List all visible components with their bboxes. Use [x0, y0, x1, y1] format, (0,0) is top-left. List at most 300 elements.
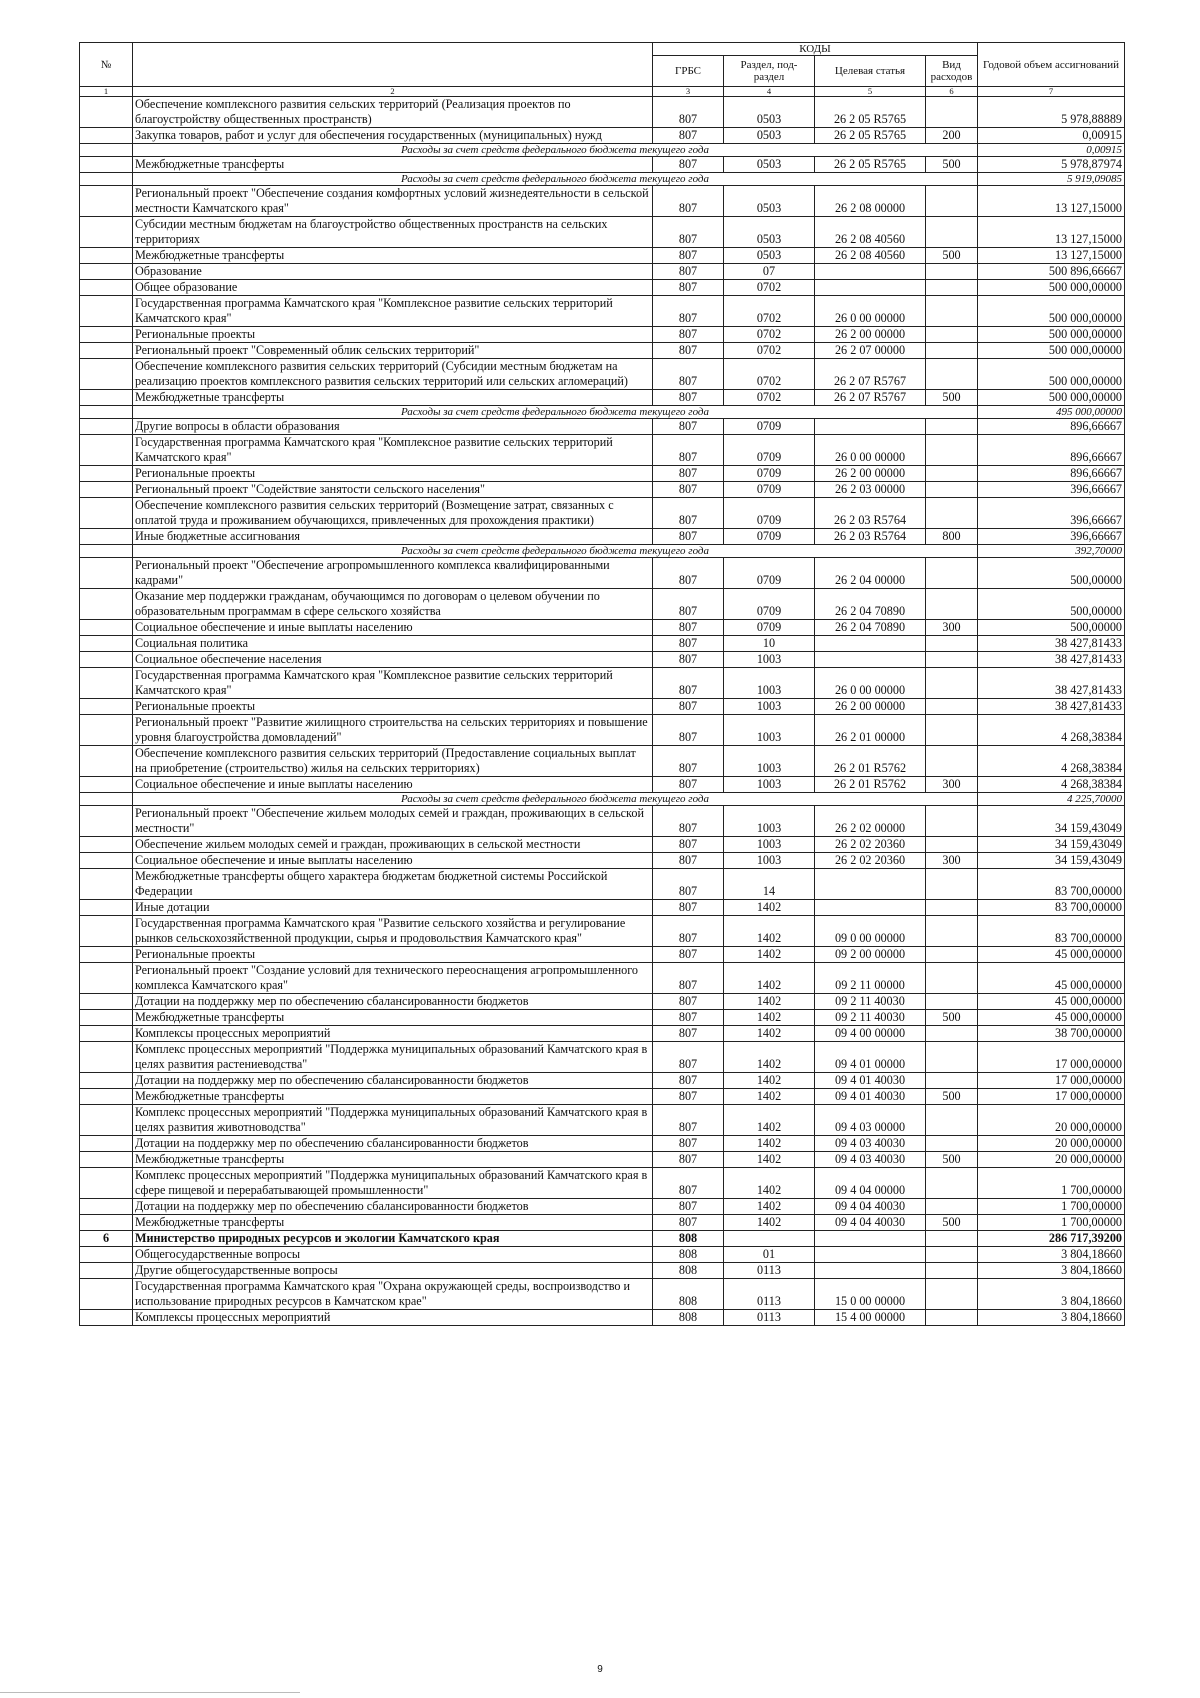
row-value: 896,66667	[978, 435, 1125, 466]
row-value: 1 700,00000	[978, 1168, 1125, 1199]
header-annual: Годовой объем ассигнований	[978, 43, 1125, 87]
row-vid	[926, 1199, 978, 1215]
row-grbs: 807	[653, 1026, 724, 1042]
row-value: 500 000,00000	[978, 280, 1125, 296]
row-razdel: 1003	[724, 652, 815, 668]
row-target: 26 2 04 00000	[815, 558, 926, 589]
row-vid	[926, 1310, 978, 1326]
row-vid: 500	[926, 1215, 978, 1231]
column-index: 6	[926, 87, 978, 97]
row-grbs: 808	[653, 1310, 724, 1326]
row-name: Социальная политика	[133, 636, 653, 652]
row-name: Региональный проект "Обеспечение жильем молодых семей и граждан, проживающих в сельской местности"	[133, 806, 653, 837]
row-grbs: 807	[653, 558, 724, 589]
table-row	[80, 947, 1125, 963]
row-grbs: 807	[653, 498, 724, 529]
row-value: 45 000,00000	[978, 1010, 1125, 1026]
header-target: Целевая статья	[815, 56, 926, 87]
row-number	[80, 1263, 133, 1279]
row-target: 26 2 04 70890	[815, 620, 926, 636]
row-razdel: 0503	[724, 217, 815, 248]
row-razdel: 1003	[724, 715, 815, 746]
row-number	[80, 545, 133, 558]
row-value: 17 000,00000	[978, 1042, 1125, 1073]
row-grbs: 807	[653, 806, 724, 837]
row-number	[80, 947, 133, 963]
row-value: 4 268,38384	[978, 715, 1125, 746]
row-name: Обеспечение комплексного развития сельских территорий (Субсидии местным бюджетам на реализацию проектов комплексного развития сельских территорий или сельских агломераций)	[133, 359, 653, 390]
row-value: 4 268,38384	[978, 746, 1125, 777]
federal-funding-note-row	[80, 406, 1125, 419]
row-grbs: 807	[653, 652, 724, 668]
row-grbs: 807	[653, 620, 724, 636]
header-name	[133, 43, 653, 87]
row-razdel: 0709	[724, 466, 815, 482]
row-name: Расходы за счет средств федерального бюджета текущего года	[133, 173, 978, 186]
row-number	[80, 1105, 133, 1136]
row-name: Дотации на поддержку мер по обеспечению сбалансированности бюджетов	[133, 994, 653, 1010]
table-row	[80, 466, 1125, 482]
row-name: Государственная программа Камчатского края "Комплексное развитие сельских территорий Камчатского края"	[133, 296, 653, 327]
row-value: 34 159,43049	[978, 853, 1125, 869]
table-row	[80, 1026, 1125, 1042]
row-name: Региональный проект "Содействие занятости сельского населения"	[133, 482, 653, 498]
row-razdel: 1402	[724, 1105, 815, 1136]
table-row	[80, 435, 1125, 466]
row-target: 26 2 02 20360	[815, 837, 926, 853]
row-name: Государственная программа Камчатского края "Охрана окружающей среды, воспроизводство и использование природных ресурсов в Камчатском крае"	[133, 1279, 653, 1310]
row-razdel: 1402	[724, 1042, 815, 1073]
row-vid	[926, 498, 978, 529]
row-value: 3 804,18660	[978, 1263, 1125, 1279]
row-razdel: 0709	[724, 498, 815, 529]
row-razdel: 1003	[724, 668, 815, 699]
row-razdel: 1402	[724, 947, 815, 963]
row-razdel: 1402	[724, 1152, 815, 1168]
row-name: Общегосударственные вопросы	[133, 1247, 653, 1263]
row-razdel: 0113	[724, 1279, 815, 1310]
row-razdel: 0702	[724, 390, 815, 406]
row-name: Межбюджетные трансферты	[133, 1010, 653, 1026]
row-grbs: 808	[653, 1231, 724, 1247]
row-razdel: 0702	[724, 343, 815, 359]
row-vid	[926, 435, 978, 466]
row-target: 26 2 07 R5767	[815, 390, 926, 406]
table-row	[80, 1105, 1125, 1136]
table-row	[80, 248, 1125, 264]
row-grbs: 807	[653, 837, 724, 853]
row-grbs: 807	[653, 589, 724, 620]
table-row	[80, 900, 1125, 916]
row-name: Комплекс процессных мероприятий "Поддержка муниципальных образований Камчатского края в целях развития животноводства"	[133, 1105, 653, 1136]
row-vid: 500	[926, 1152, 978, 1168]
table-row	[80, 668, 1125, 699]
row-number	[80, 144, 133, 157]
row-razdel: 1402	[724, 1089, 815, 1105]
row-target: 26 2 07 00000	[815, 343, 926, 359]
row-name: Региональные проекты	[133, 947, 653, 963]
row-grbs: 807	[653, 296, 724, 327]
row-number	[80, 746, 133, 777]
row-number	[80, 97, 133, 128]
row-vid	[926, 715, 978, 746]
header-grbs: ГРБС	[653, 56, 724, 87]
federal-funding-note-row	[80, 144, 1125, 157]
table-row	[80, 296, 1125, 327]
table-row	[80, 1089, 1125, 1105]
row-number	[80, 994, 133, 1010]
row-razdel: 1003	[724, 746, 815, 777]
row-number	[80, 466, 133, 482]
row-name: Комплекс процессных мероприятий "Поддержка муниципальных образований Камчатского края в целях развития растениеводства"	[133, 1042, 653, 1073]
row-target: 26 2 03 R5764	[815, 529, 926, 545]
column-index: 4	[724, 87, 815, 97]
row-grbs: 807	[653, 343, 724, 359]
row-value: 34 159,43049	[978, 837, 1125, 853]
row-target: 26 2 01 00000	[815, 715, 926, 746]
row-target	[815, 280, 926, 296]
row-target	[815, 900, 926, 916]
row-razdel: 1402	[724, 963, 815, 994]
row-value: 38 427,81433	[978, 636, 1125, 652]
row-value: 20 000,00000	[978, 1152, 1125, 1168]
row-razdel: 1003	[724, 806, 815, 837]
row-value: 500 000,00000	[978, 390, 1125, 406]
row-vid: 500	[926, 390, 978, 406]
row-number	[80, 589, 133, 620]
row-value: 396,66667	[978, 529, 1125, 545]
row-name: Общее образование	[133, 280, 653, 296]
row-grbs: 807	[653, 715, 724, 746]
row-vid: 200	[926, 128, 978, 144]
row-number	[80, 853, 133, 869]
row-grbs: 807	[653, 248, 724, 264]
table-row	[80, 558, 1125, 589]
row-number	[80, 217, 133, 248]
row-name: Обеспечение комплексного развития сельских территорий (Реализация проектов по благоустройству общественных пространств)	[133, 97, 653, 128]
row-number	[80, 652, 133, 668]
row-value: 392,70000	[978, 545, 1125, 558]
row-number	[80, 419, 133, 435]
row-vid	[926, 327, 978, 343]
table-row	[80, 994, 1125, 1010]
row-number	[80, 157, 133, 173]
row-razdel: 1402	[724, 1168, 815, 1199]
table-row	[80, 837, 1125, 853]
table-row	[80, 217, 1125, 248]
row-grbs: 807	[653, 466, 724, 482]
row-target: 26 2 03 R5764	[815, 498, 926, 529]
row-target: 26 2 01 R5762	[815, 777, 926, 793]
table-row	[80, 699, 1125, 715]
row-value: 38 427,81433	[978, 668, 1125, 699]
table-row	[80, 1310, 1125, 1326]
row-value: 83 700,00000	[978, 869, 1125, 900]
row-value: 1 700,00000	[978, 1215, 1125, 1231]
column-index: 7	[978, 87, 1125, 97]
row-razdel: 1402	[724, 900, 815, 916]
row-number	[80, 1310, 133, 1326]
row-name: Дотации на поддержку мер по обеспечению сбалансированности бюджетов	[133, 1136, 653, 1152]
row-grbs: 807	[653, 217, 724, 248]
row-value: 17 000,00000	[978, 1073, 1125, 1089]
row-vid	[926, 916, 978, 947]
row-target: 09 4 04 40030	[815, 1199, 926, 1215]
row-value: 4 225,70000	[978, 793, 1125, 806]
row-razdel: 0503	[724, 157, 815, 173]
row-number	[80, 435, 133, 466]
header-razdel: Раздел, под-раздел	[724, 56, 815, 87]
table-row	[80, 589, 1125, 620]
row-vid	[926, 947, 978, 963]
table-row	[80, 1168, 1125, 1199]
row-name: Расходы за счет средств федерального бюджета текущего года	[133, 545, 978, 558]
footer-rule	[0, 1692, 300, 1693]
row-grbs: 807	[653, 963, 724, 994]
row-vid: 800	[926, 529, 978, 545]
row-value: 5 978,88889	[978, 97, 1125, 128]
row-target: 26 2 05 R5765	[815, 157, 926, 173]
row-value: 34 159,43049	[978, 806, 1125, 837]
row-razdel: 0503	[724, 97, 815, 128]
table-row	[80, 529, 1125, 545]
row-vid	[926, 652, 978, 668]
row-razdel: 1402	[724, 1136, 815, 1152]
row-grbs: 807	[653, 1010, 724, 1026]
row-vid: 500	[926, 157, 978, 173]
row-vid	[926, 419, 978, 435]
row-name: Межбюджетные трансферты общего характера бюджетам бюджетной системы Российской Федерации	[133, 869, 653, 900]
row-vid	[926, 994, 978, 1010]
row-razdel: 1003	[724, 837, 815, 853]
row-target: 26 2 00 00000	[815, 466, 926, 482]
row-vid	[926, 837, 978, 853]
table-row	[80, 264, 1125, 280]
table-row	[80, 1215, 1125, 1231]
row-razdel: 0503	[724, 248, 815, 264]
row-vid	[926, 97, 978, 128]
budget-table	[79, 42, 1125, 1326]
row-name: Региональный проект "Создание условий для технического переоснащения агропромышленного комплекса Камчатского края"	[133, 963, 653, 994]
row-vid: 300	[926, 777, 978, 793]
row-razdel: 1003	[724, 853, 815, 869]
row-number: 6	[80, 1231, 133, 1247]
row-name: Иные бюджетные ассигнования	[133, 529, 653, 545]
column-index-row	[80, 87, 1125, 97]
table-row	[80, 1152, 1125, 1168]
row-number	[80, 869, 133, 900]
row-value: 83 700,00000	[978, 916, 1125, 947]
row-vid	[926, 1073, 978, 1089]
table-row	[80, 280, 1125, 296]
row-target: 26 2 08 40560	[815, 217, 926, 248]
row-grbs: 807	[653, 128, 724, 144]
header-codes: КОДЫ	[653, 43, 978, 56]
row-vid	[926, 869, 978, 900]
row-target: 26 2 05 R5765	[815, 97, 926, 128]
row-target	[815, 1263, 926, 1279]
row-razdel: 1003	[724, 699, 815, 715]
row-grbs: 807	[653, 916, 724, 947]
table-row	[80, 390, 1125, 406]
table-row	[80, 1010, 1125, 1026]
row-target: 09 2 11 40030	[815, 1010, 926, 1026]
row-number	[80, 793, 133, 806]
row-number	[80, 620, 133, 636]
row-grbs: 807	[653, 327, 724, 343]
row-grbs: 807	[653, 1152, 724, 1168]
row-name: Межбюджетные трансферты	[133, 1215, 653, 1231]
row-target	[815, 1247, 926, 1263]
row-name: Комплексы процессных мероприятий	[133, 1026, 653, 1042]
row-vid	[926, 482, 978, 498]
table-row	[80, 652, 1125, 668]
table-row	[80, 343, 1125, 359]
row-razdel: 1402	[724, 1199, 815, 1215]
row-name: Социальное обеспечение и иные выплаты населению	[133, 777, 653, 793]
header-vid: Вид расходов	[926, 56, 978, 87]
row-razdel: 10	[724, 636, 815, 652]
row-razdel: 1402	[724, 994, 815, 1010]
row-vid	[926, 1136, 978, 1152]
row-target	[815, 652, 926, 668]
row-vid	[926, 558, 978, 589]
row-number	[80, 558, 133, 589]
table-row	[80, 963, 1125, 994]
table-row	[80, 482, 1125, 498]
row-name: Государственная программа Камчатского края "Развитие сельского хозяйства и регулирование рынков сельскохозяйственной продукции, сырья и продовольствия Камчатского края"	[133, 916, 653, 947]
row-number	[80, 498, 133, 529]
row-vid	[926, 1279, 978, 1310]
row-target: 09 4 03 00000	[815, 1105, 926, 1136]
table-row	[80, 128, 1125, 144]
row-number	[80, 1199, 133, 1215]
row-razdel: 0709	[724, 529, 815, 545]
row-razdel: 07	[724, 264, 815, 280]
row-vid	[926, 296, 978, 327]
row-value: 20 000,00000	[978, 1136, 1125, 1152]
row-razdel: 1402	[724, 1010, 815, 1026]
row-razdel: 0702	[724, 296, 815, 327]
table-row	[80, 1199, 1125, 1215]
table-row	[80, 746, 1125, 777]
row-number	[80, 296, 133, 327]
table-row	[80, 620, 1125, 636]
row-target: 09 2 11 00000	[815, 963, 926, 994]
row-value: 3 804,18660	[978, 1310, 1125, 1326]
row-target: 09 4 01 00000	[815, 1042, 926, 1073]
row-vid	[926, 589, 978, 620]
row-target: 15 4 00 00000	[815, 1310, 926, 1326]
row-value: 3 804,18660	[978, 1279, 1125, 1310]
table-row	[80, 853, 1125, 869]
header-row-1	[80, 43, 1125, 56]
row-target: 09 4 01 40030	[815, 1089, 926, 1105]
row-name: Социальное обеспечение населения	[133, 652, 653, 668]
row-grbs: 807	[653, 869, 724, 900]
row-vid	[926, 963, 978, 994]
table-row	[80, 715, 1125, 746]
row-number	[80, 128, 133, 144]
row-vid	[926, 668, 978, 699]
row-number	[80, 837, 133, 853]
table-row	[80, 1247, 1125, 1263]
row-vid	[926, 1026, 978, 1042]
row-value: 500 000,00000	[978, 296, 1125, 327]
row-number	[80, 963, 133, 994]
row-razdel: 0709	[724, 435, 815, 466]
row-value: 38 427,81433	[978, 699, 1125, 715]
row-grbs: 807	[653, 264, 724, 280]
row-target: 26 2 01 R5762	[815, 746, 926, 777]
row-name: Расходы за счет средств федерального бюджета текущего года	[133, 144, 978, 157]
row-grbs: 807	[653, 636, 724, 652]
row-name: Комплексы процессных мероприятий	[133, 1310, 653, 1326]
row-number	[80, 173, 133, 186]
row-number	[80, 1089, 133, 1105]
row-target: 09 4 03 40030	[815, 1152, 926, 1168]
row-value: 17 000,00000	[978, 1089, 1125, 1105]
row-target: 09 0 00 00000	[815, 916, 926, 947]
row-target	[815, 636, 926, 652]
row-number	[80, 186, 133, 217]
table-row	[80, 157, 1125, 173]
row-razdel: 0503	[724, 186, 815, 217]
row-value: 500,00000	[978, 589, 1125, 620]
row-number	[80, 1279, 133, 1310]
row-target: 26 2 05 R5765	[815, 128, 926, 144]
row-grbs: 807	[653, 186, 724, 217]
table-row	[80, 916, 1125, 947]
table-row	[80, 359, 1125, 390]
row-value: 5 978,87974	[978, 157, 1125, 173]
row-target: 09 2 00 00000	[815, 947, 926, 963]
row-value: 286 717,39200	[978, 1231, 1125, 1247]
row-value: 5 919,09085	[978, 173, 1125, 186]
row-name: Министерство природных ресурсов и экологии Камчатского края	[133, 1231, 653, 1247]
row-name: Межбюджетные трансферты	[133, 1152, 653, 1168]
row-target: 26 0 00 00000	[815, 435, 926, 466]
row-name: Обеспечение комплексного развития сельских территорий (Возмещение затрат, связанных с оплатой труда и проживанием обучающихся, привлеченных для прохождения практики)	[133, 498, 653, 529]
row-name: Расходы за счет средств федерального бюджета текущего года	[133, 793, 978, 806]
row-name: Региональный проект "Развитие жилищного строительства на сельских территориях и повышение уровня благоустройства домовладений"	[133, 715, 653, 746]
row-razdel: 1402	[724, 1073, 815, 1089]
row-grbs: 807	[653, 853, 724, 869]
row-razdel: 1402	[724, 916, 815, 947]
row-vid	[926, 359, 978, 390]
row-number	[80, 1215, 133, 1231]
row-number	[80, 1010, 133, 1026]
row-name: Иные дотации	[133, 900, 653, 916]
row-razdel: 0702	[724, 359, 815, 390]
row-number	[80, 1026, 133, 1042]
row-vid	[926, 343, 978, 359]
row-value: 896,66667	[978, 419, 1125, 435]
row-value: 500,00000	[978, 558, 1125, 589]
row-vid	[926, 806, 978, 837]
row-target: 26 2 07 R5767	[815, 359, 926, 390]
row-razdel: 0503	[724, 128, 815, 144]
row-target: 26 2 00 00000	[815, 327, 926, 343]
table-row	[80, 97, 1125, 128]
row-vid	[926, 264, 978, 280]
row-name: Комплекс процессных мероприятий "Поддержка муниципальных образований Камчатского края в сфере пищевой и перерабатывающей промышленности"	[133, 1168, 653, 1199]
federal-funding-note-row	[80, 793, 1125, 806]
row-target	[815, 264, 926, 280]
table-row	[80, 186, 1125, 217]
row-name: Социальное обеспечение и иные выплаты населению	[133, 620, 653, 636]
row-number	[80, 715, 133, 746]
